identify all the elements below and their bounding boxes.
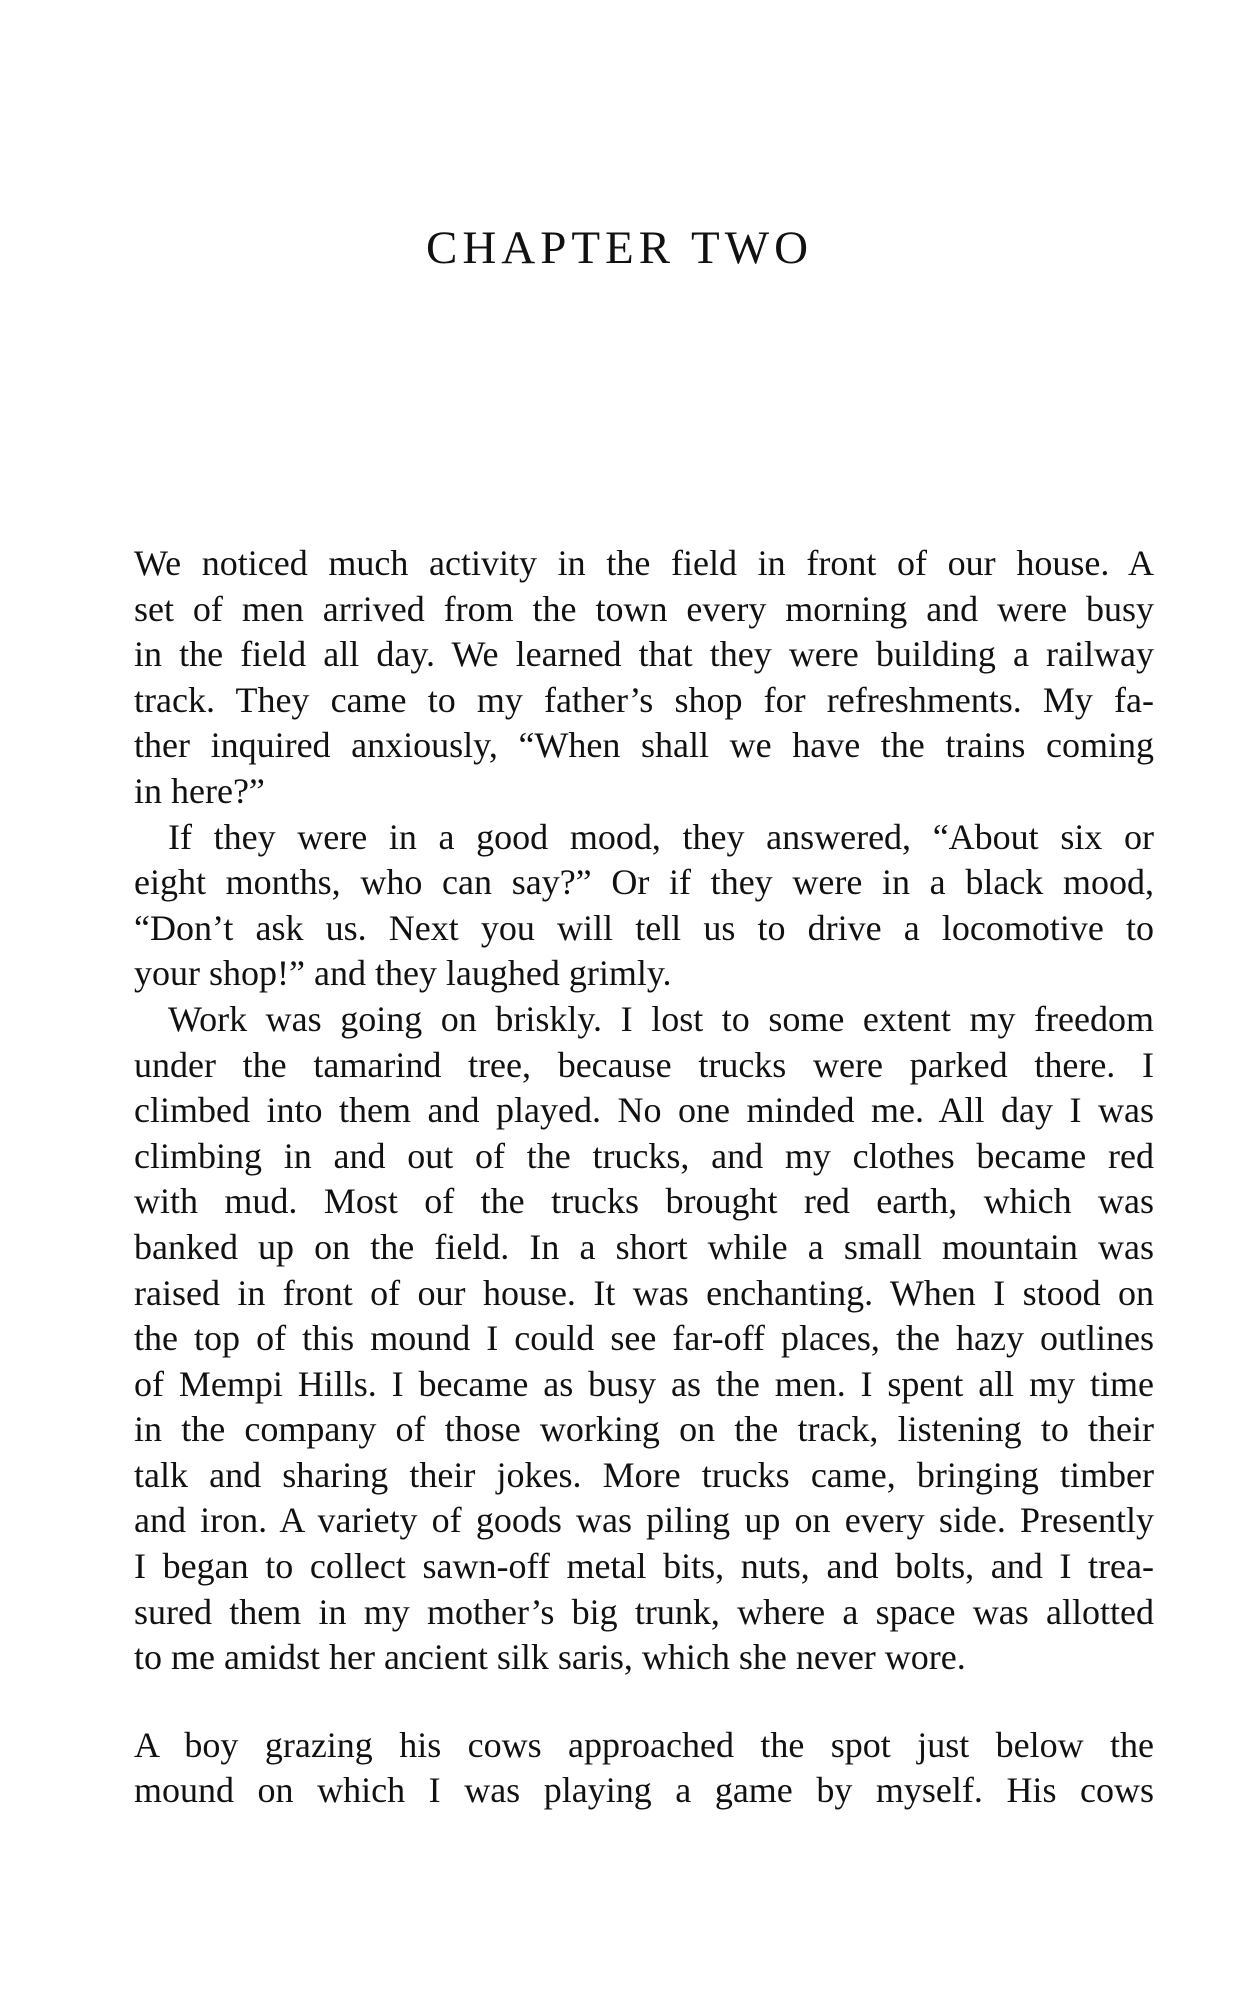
- paragraph: [134, 815, 1154, 997]
- text-line: “Don’t ask us. Next you will tell us to drive a locomotive to: [134, 907, 1154, 948]
- text-line: raised in front of our house. It was enchanting. When I stood on: [134, 1272, 1154, 1313]
- text-line: in the field all day. We learned that they were building a railway: [134, 634, 1154, 675]
- text-line: set of men arrived from the town every morning and were busy: [134, 588, 1154, 629]
- text-line: eight months, who can say?” Or if they were in a black mood,: [134, 862, 1154, 903]
- text-line: under the tamarind tree, because trucks were parked there. I: [134, 1044, 1154, 1085]
- paragraph: [134, 997, 1154, 1681]
- text-line: to me amidst her ancient silk saris, which she never wore.: [134, 1637, 966, 1678]
- text-line: mound on which I was playing a game by myself. His cows: [134, 1770, 1154, 1811]
- text-line: and iron. A variety of goods was piling up on every side. Presently: [134, 1500, 1154, 1541]
- section-break: [134, 1681, 1154, 1723]
- text-line: of Mempi Hills. I became as busy as the men. I spent all my time: [134, 1363, 1154, 1404]
- text-line: ther inquired anxiously, “When shall we have the trains coming: [134, 725, 1154, 766]
- text-line: with mud. Most of the trucks brought red earth, which was: [134, 1181, 1154, 1222]
- paragraph: [134, 541, 1154, 815]
- text-line: sured them in my mother’s big trunk, where a space was allotted: [134, 1591, 1154, 1632]
- text-line: in the company of those working on the track, listening to their: [134, 1409, 1154, 1450]
- text-line: climbed into them and played. No one minded me. All day I was: [134, 1090, 1154, 1131]
- text-line: We noticed much activity in the field in front of our house. A: [134, 543, 1154, 583]
- text-line: the top of this mound I could see far-off places, the hazy outlines: [134, 1318, 1154, 1359]
- text-line: track. They came to my father’s shop for refreshments. My fa-: [134, 679, 1154, 720]
- paragraph: [134, 1723, 1154, 1814]
- text-line: your shop!” and they laughed grimly.: [134, 953, 672, 994]
- chapter-body: [134, 541, 1154, 1814]
- text-line: A boy grazing his cows approached the spot just below the: [134, 1724, 1154, 1765]
- text-line: climbing in and out of the trucks, and my clothes became red: [134, 1135, 1154, 1176]
- text-line: banked up on the field. In a short while a small mountain was: [134, 1226, 1154, 1267]
- text-line: If they were in a good mood, they answered, “About six or: [168, 816, 1154, 857]
- text-line: in here?”: [134, 770, 265, 811]
- text-line: I began to collect sawn-off metal bits, nuts, and bolts, and I trea-: [134, 1546, 1154, 1587]
- text-line: talk and sharing their jokes. More trucks came, bringing timber: [134, 1454, 1154, 1495]
- text-line: Work was going on briskly. I lost to some extent my freedom: [168, 998, 1154, 1039]
- chapter-title: CHAPTER TWO: [425, 222, 814, 274]
